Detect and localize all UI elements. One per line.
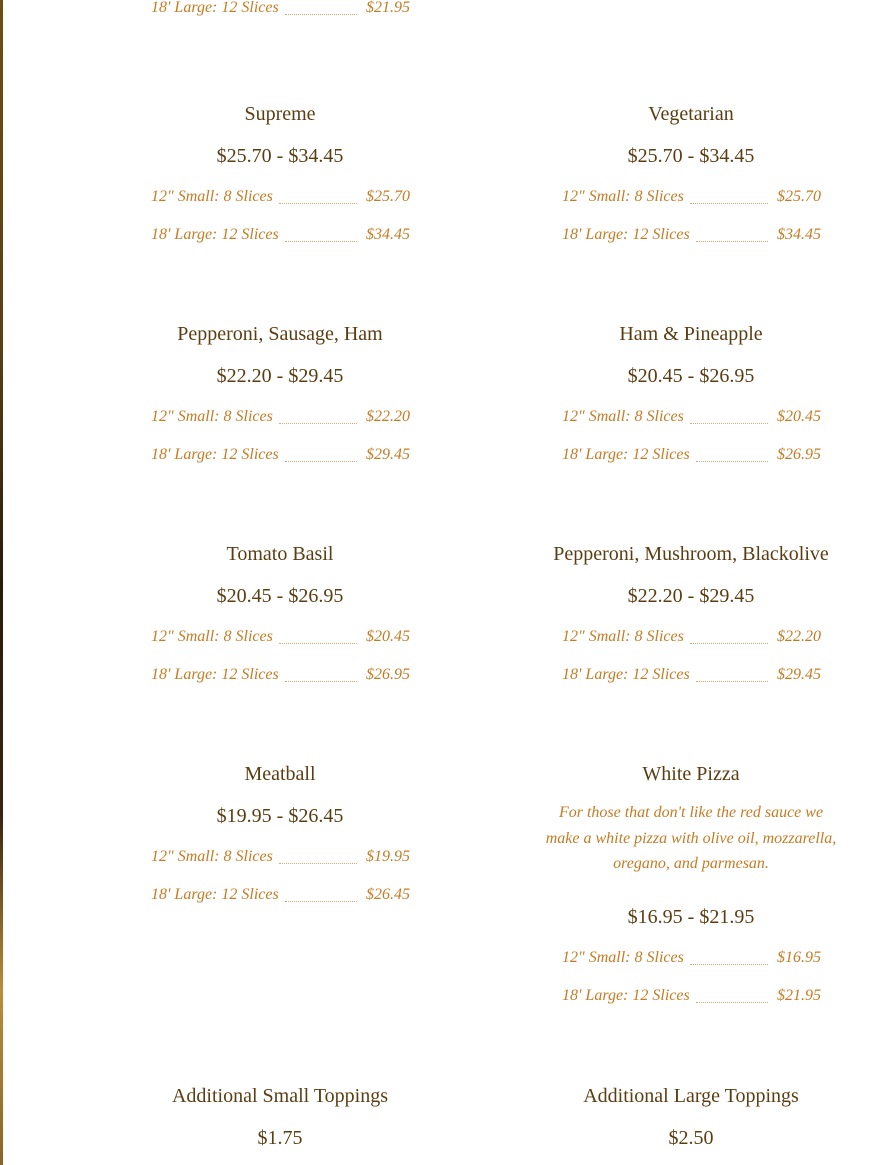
size-row-small (130, 188, 430, 226)
price-range: $22.20 - $29.45 (627, 585, 755, 607)
price-range: $1.75 (257, 1127, 303, 1149)
menu-item-vegetarian (541, 102, 841, 264)
dot-leader (696, 241, 768, 242)
left-edge-decoration (0, 0, 3, 1165)
item-title: Additional Small Toppings (171, 1085, 388, 1107)
size-price: $29.45 (777, 666, 821, 683)
size-row-small (541, 628, 841, 666)
item-title: Pepperoni, Sausage, Ham (177, 323, 383, 345)
size-price: $34.45 (366, 226, 410, 243)
size-label: 18' Large: 12 Slices (562, 226, 690, 243)
size-label: 18' Large: 12 Slices (562, 666, 690, 683)
item-title: Additional Large Toppings (583, 1085, 799, 1107)
size-label: 12" Small: 8 Slices (562, 628, 684, 645)
size-price: $26.95 (777, 446, 821, 463)
price-range: $2.50 (668, 1127, 714, 1149)
dot-leader (279, 643, 357, 644)
size-label: 12" Small: 8 Slices (151, 408, 273, 425)
menu-item-pepperoni-sausage-ham (130, 322, 430, 484)
dot-leader (690, 643, 768, 644)
dot-leader (285, 461, 357, 462)
size-label: 12" Small: 8 Slices (151, 848, 273, 865)
item-title: Tomato Basil (226, 543, 334, 565)
menu-item-meatball (130, 762, 430, 924)
size-row-small (130, 628, 430, 666)
menu-item-additional-large-toppings (541, 1084, 841, 1150)
dot-leader (285, 901, 357, 902)
item-description: For those that don't like the red sauce we make a white pizza with olive oil, mozzarella, oregano, and parmesan. (545, 804, 837, 872)
menu-item-ham-pineapple (541, 322, 841, 484)
size-label: 18' Large: 12 Slices (151, 886, 279, 903)
size-row-small (130, 408, 430, 446)
menu-item-white-pizza (541, 762, 841, 1025)
dot-leader (696, 681, 768, 682)
size-row-large (130, 666, 430, 704)
size-label: 12" Small: 8 Slices (151, 628, 273, 645)
size-label: 18' Large: 12 Slices (562, 986, 690, 1004)
size-price: $26.45 (366, 886, 410, 903)
item-title: Supreme (244, 103, 316, 125)
size-row-large (130, 886, 430, 924)
dot-leader (690, 203, 768, 204)
dot-leader (285, 241, 357, 242)
size-label: 18' Large: 12 Slices (562, 446, 690, 463)
size-price: $25.70 (777, 188, 821, 205)
size-price: $20.45 (366, 628, 410, 645)
menu-item-previous (130, 0, 430, 37)
dot-leader (690, 423, 768, 424)
size-row-large (541, 226, 841, 264)
size-price: $21.95 (777, 986, 821, 1004)
dot-leader (279, 203, 357, 204)
price-range: $22.20 - $29.45 (216, 365, 344, 387)
price-range: $25.70 - $34.45 (627, 145, 755, 167)
size-price: $16.95 (777, 948, 821, 966)
dot-leader (279, 423, 357, 424)
size-price: $22.20 (777, 628, 821, 645)
size-price: $34.45 (777, 226, 821, 243)
price-range: $16.95 - $21.95 (627, 905, 755, 928)
size-price: $20.45 (777, 408, 821, 425)
size-price: $26.95 (366, 666, 410, 683)
menu-item-supreme (130, 102, 430, 264)
size-row-large (130, 446, 430, 484)
size-label: 12" Small: 8 Slices (562, 948, 684, 966)
size-row-large (130, 226, 430, 264)
size-price: $22.20 (366, 408, 410, 425)
size-label: 18' Large: 12 Slices (151, 446, 279, 463)
price-range: $20.45 - $26.95 (216, 585, 344, 607)
menu-item-pepperoni-mushroom-blackolive (541, 542, 841, 704)
size-label: 12" Small: 8 Slices (562, 188, 684, 205)
size-price: $19.95 (366, 848, 410, 865)
size-row-small (541, 949, 841, 987)
price-range: $19.95 - $26.45 (216, 805, 344, 827)
dot-leader (696, 461, 768, 462)
size-row-large (130, 0, 430, 37)
size-row-small (541, 188, 841, 226)
item-title: White Pizza (642, 763, 740, 785)
size-label: 12" Small: 8 Slices (151, 188, 273, 205)
size-price: $21.95 (366, 0, 410, 16)
dot-leader (690, 964, 768, 965)
size-price: $25.70 (366, 188, 410, 205)
size-price: $29.45 (366, 446, 410, 463)
dot-leader (285, 14, 357, 15)
size-label: 18' Large: 12 Slices (151, 666, 279, 683)
size-row-small (541, 408, 841, 446)
price-range: $25.70 - $34.45 (216, 145, 344, 167)
size-row-large (541, 987, 841, 1025)
item-title: Vegetarian (648, 103, 734, 125)
menu-item-additional-small-toppings (130, 1084, 430, 1150)
size-label: 12" Small: 8 Slices (562, 408, 684, 425)
item-title: Meatball (244, 763, 316, 785)
price-range: $20.45 - $26.95 (627, 365, 755, 387)
size-label: 18' Large: 12 Slices (151, 0, 279, 16)
size-row-small (130, 848, 430, 886)
size-label: 18' Large: 12 Slices (151, 226, 279, 243)
size-row-large (541, 666, 841, 704)
dot-leader (696, 1002, 768, 1003)
menu-item-tomato-basil (130, 542, 430, 704)
item-title: Pepperoni, Mushroom, Blackolive (553, 543, 829, 565)
size-row-large (541, 446, 841, 484)
dot-leader (285, 681, 357, 682)
item-title: Ham & Pineapple (619, 323, 763, 345)
dot-leader (279, 863, 357, 864)
